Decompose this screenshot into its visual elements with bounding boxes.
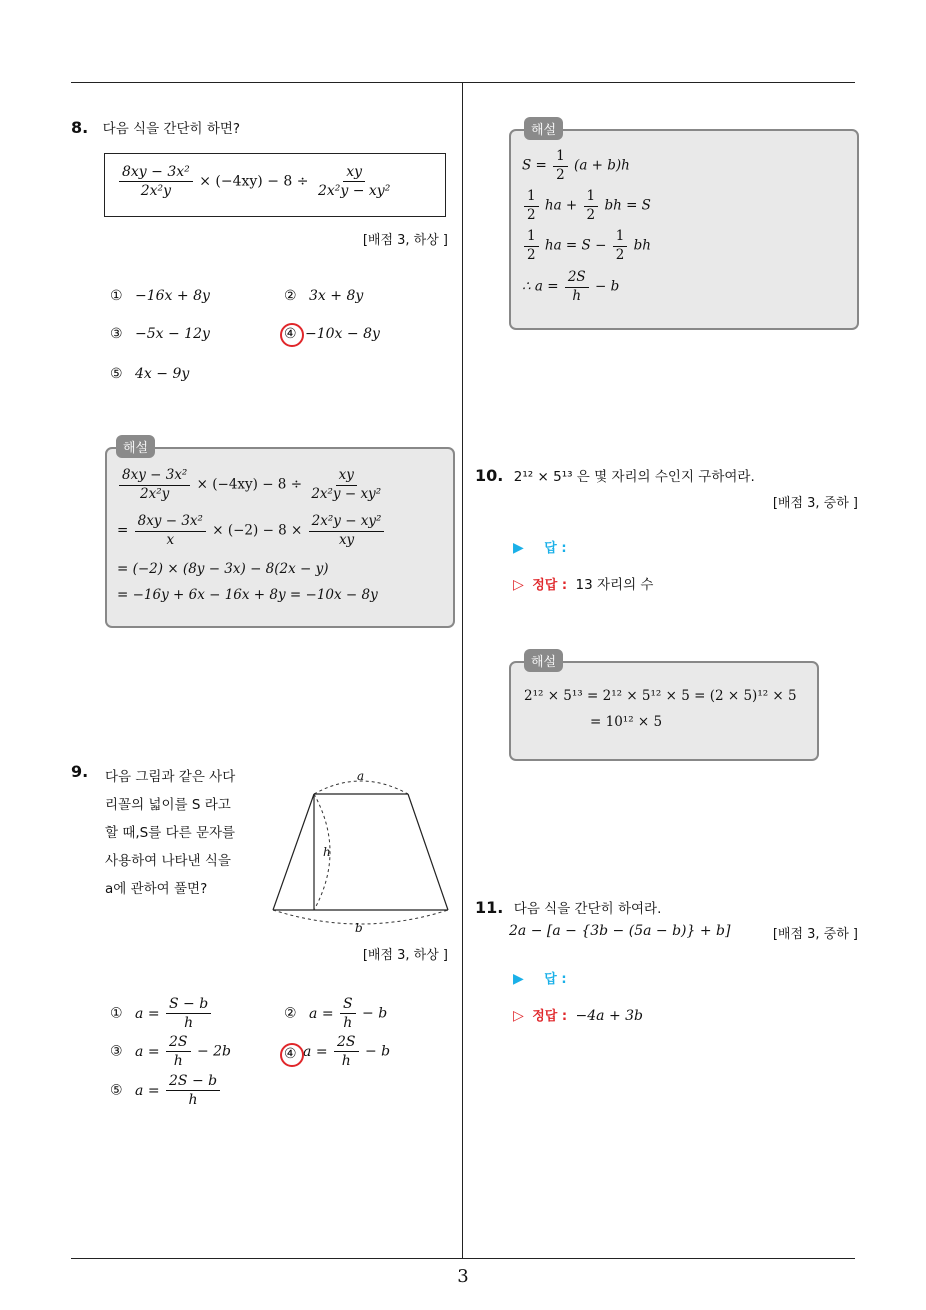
bottom-rule xyxy=(71,1258,855,1259)
label-a: a xyxy=(357,769,365,783)
q10-solution-box xyxy=(509,661,819,761)
q8-solution-line-3: = (−2) × (8y − 3x) − 8(2x − y) xyxy=(117,561,329,577)
answer-label: 답 : xyxy=(544,541,567,556)
selected-choice-marker: ④ xyxy=(284,1046,297,1062)
choice-2[interactable]: ② a = $\frac{S}{h}$ − b xyxy=(284,996,388,1032)
choice-1[interactable]: ① −16x + 8y xyxy=(110,288,210,304)
q11-answer-row[interactable] xyxy=(513,968,567,987)
q10-points: [배점 3, 중하 ] xyxy=(772,496,858,511)
q8-expression: $\frac{\text{8xy − 3x²}}{\text{2x²y}}$ × (−4xy) − 8 ÷ $\frac{xy}{\text{2x²y − xy²}}$ xyxy=(117,164,395,199)
choice-5[interactable]: ⑤ a = $\frac{2S - b}{h}$ xyxy=(110,1073,222,1108)
q9-question-text: 다음 그림과 같은 사다 리꼴의 넓이를 S 라고 할 때,S를 다른 문자를 사용하여 나타낸 식을 a에 관하여 풀면? xyxy=(105,769,236,897)
question-10 xyxy=(475,465,755,485)
trapezoid-figure xyxy=(266,766,456,936)
choice-4[interactable]: ④ a = $\frac{2S}{h}$ − b xyxy=(284,1034,390,1069)
q9-solution-line-1: S = $\frac{1}{2}$ (a + b)h xyxy=(522,148,630,183)
red-circle-icon xyxy=(280,1043,304,1067)
question-number: 11. xyxy=(475,898,504,917)
key-label: 정답 : xyxy=(532,1009,568,1024)
play-arrow-icon: ▶ xyxy=(513,971,524,987)
solution-tag: 해설 xyxy=(524,117,563,140)
selected-choice-marker: ④ xyxy=(284,326,301,342)
question-number: 9. xyxy=(71,762,89,781)
solution-tag: 해설 xyxy=(524,649,563,672)
choice-4[interactable]: ④ −10x − 8y xyxy=(284,326,380,342)
outline-arrow-icon: ▷ xyxy=(513,577,524,593)
choice-3[interactable]: ③ a = $\frac{2S}{h}$ − 2b xyxy=(110,1034,232,1070)
q9-solution-line-3: $\frac{1}{2}$ ha = S − $\frac{1}{2}$ bh xyxy=(522,229,651,263)
q8-expression-box xyxy=(104,153,446,217)
choice-3[interactable]: ③ −5x − 12y xyxy=(110,326,210,342)
question-number: 8. xyxy=(71,118,89,137)
choice-5[interactable]: ⑤ 4x − 9y xyxy=(110,366,190,382)
q10-answer-row[interactable] xyxy=(513,537,567,556)
question-9 xyxy=(71,762,88,781)
play-arrow-icon: ▶ xyxy=(513,540,524,556)
solution-tag: 해설 xyxy=(116,435,155,458)
question-text: 다음 식을 간단히 하면? xyxy=(102,121,241,137)
column-divider xyxy=(462,82,463,1258)
question-8 xyxy=(71,117,240,137)
q8-solution-line-4: = −16y + 6x − 16x + 8y = −10x − 8y xyxy=(117,587,378,603)
q9-solution-line-4: ∴ a = $\frac{2S}{h}$ − b xyxy=(522,269,620,304)
outline-arrow-icon: ▷ xyxy=(513,1008,524,1024)
question-11 xyxy=(475,897,661,917)
fraction: $\frac{\text{8xy − 3x²}}{\text{2x²y}}$ xyxy=(119,164,193,199)
q10-solution-line-1: 2¹² × 5¹³ = 2¹² × 5¹² × 5 = (2 × 5)¹² × 5 xyxy=(524,688,797,704)
choice-2[interactable]: ② 3x + 8y xyxy=(284,288,364,304)
label-h: h xyxy=(323,845,331,859)
question-text: 2¹² × 5¹³ 은 몇 자리의 수인지 구하여라. xyxy=(513,469,755,485)
q10-key-row xyxy=(513,573,653,593)
q11-key-row xyxy=(513,1005,643,1024)
q11-points: [배점 3, 중하 ] xyxy=(772,927,858,942)
top-rule xyxy=(71,82,855,83)
red-circle-icon xyxy=(280,323,304,347)
label-b: b xyxy=(355,921,363,935)
question-text: 다음 식을 간단히 하여라. xyxy=(513,901,662,917)
answer-label: 답 : xyxy=(544,972,567,987)
page-number: 3 xyxy=(457,1266,469,1287)
q10-solution-line-2: = 10¹² × 5 xyxy=(590,714,663,730)
q9-points: [배점 3, 하상 ] xyxy=(362,948,448,963)
q8-points: [배점 3, 하상 ] xyxy=(362,233,448,248)
key-value: 13 자리의 수 xyxy=(575,577,654,593)
fraction: $\frac{xy}{\text{2x²y − xy²}}$ xyxy=(317,164,391,200)
q8-solution-line-2: = $\frac{\text{8xy − 3x²}}{x}$ × (−2) − 8 × $\frac{\text{2x²y − xy²}}{xy}$ xyxy=(117,514,386,548)
choice-1[interactable]: ① a = $\frac{S - b}{h}$ xyxy=(110,996,213,1031)
question-number: 10. xyxy=(475,466,504,485)
q9-solution-line-2: $\frac{1}{2}$ ha + $\frac{1}{2}$ bh = S xyxy=(522,189,651,223)
q11-expression: 2a − [a − {3b − (5a − b)} + b] xyxy=(509,923,731,939)
q8-solution-line-1: $\frac{\text{8xy − 3x²}}{\text{2x²y}}$ × (−4xy) − 8 ÷ $\frac{xy}{\text{2x²y − xy²}}$ xyxy=(117,468,386,502)
key-label: 정답 : xyxy=(532,578,568,593)
key-value: −4a + 3b xyxy=(575,1008,644,1024)
